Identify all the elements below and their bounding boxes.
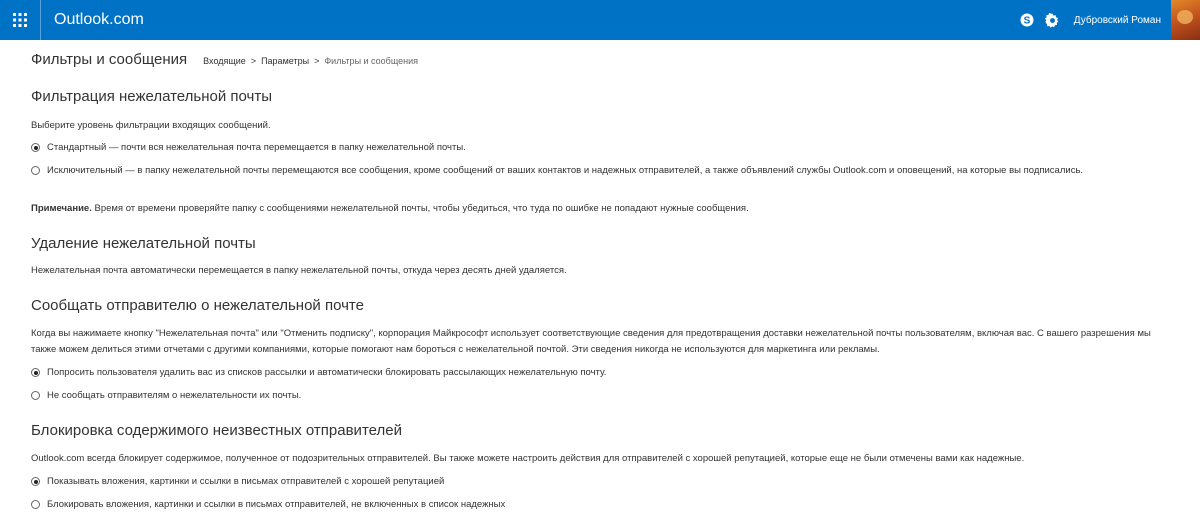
settings-button[interactable]: [1042, 9, 1064, 31]
junk-filter-note: [31, 201, 749, 217]
note-text: Время от времени проверяйте папку с сообщениями нежелательной почты, чтобы убедиться, что туда по ошибке не попадают нужные сообщения.: [91, 203, 749, 214]
report-dont-label: Не сообщать отправителям о нежелательности их почты.: [47, 390, 302, 401]
note-label: Примечание.: [31, 203, 92, 214]
filter-standard-label: Стандартный — почти вся нежелательная почта перемещается в папку нежелательной почты.: [47, 142, 466, 153]
svg-text:S: S: [1023, 15, 1031, 27]
block-show-label: Показывать вложения, картинки и ссылки в письмах отправителей с хорошей репутацией: [47, 476, 445, 487]
header-divider: [40, 0, 41, 40]
filter-standard-option[interactable]: [31, 140, 466, 156]
brand-title[interactable]: Outlook.com: [54, 11, 144, 28]
header-right: [1016, 0, 1200, 40]
filter-exclusive-radio[interactable]: [31, 166, 40, 175]
block-show-radio[interactable]: [31, 477, 40, 486]
breadcrumb-options-link[interactable]: Параметры: [261, 56, 310, 66]
app-launcher-button[interactable]: [0, 0, 40, 40]
user-name[interactable]: Дубровский Роман: [1073, 14, 1161, 26]
report-ask-option[interactable]: [31, 365, 606, 381]
skype-icon: [1020, 13, 1034, 27]
block-block-option[interactable]: [31, 497, 505, 513]
breadcrumb-separator: >: [314, 56, 320, 66]
report-ask-label: Попросить пользователя удалить вас из списков рассылки и автоматически блокировать рассылающих нежелательную почту.: [47, 367, 607, 378]
breadcrumb-current: Фильтры и сообщения: [324, 56, 419, 66]
report-sender-heading: Сообщать отправителю о нежелательной почте: [31, 297, 364, 314]
gear-icon: [1045, 13, 1060, 28]
skype-button[interactable]: [1016, 9, 1038, 31]
report-ask-radio[interactable]: [31, 368, 40, 377]
block-show-option[interactable]: [31, 474, 444, 490]
filter-exclusive-option[interactable]: [31, 163, 1182, 179]
block-content-text: Outlook.com всегда блокирует содержимое, полученное от подозрительных отправителей. Вы также можете настроить действия для отправителей с хорошей репутацией, которые еще не были отмечены вами как надежные.: [31, 453, 1025, 464]
breadcrumb-separator: >: [250, 56, 257, 66]
junk-filter-intro: Выберите уровень фильтрации входящих сообщений.: [31, 120, 271, 131]
report-sender-text: Когда вы нажимаете кнопку "Нежелательная почта" или "Отменить подписку", корпорация Майкрософт использует соответствующие сведения для предотвращения доставки нежелательной почты пользователям, включая вас. С вашего разрешения мы также можем делиться этими отчетами с другими компаниями, которые помогают нам бороться с нежелательной почтой. Эти сведения никогда не используются для маркетинга или рекламы.: [31, 328, 1151, 355]
report-dont-radio[interactable]: [31, 391, 40, 400]
avatar[interactable]: [1171, 0, 1200, 40]
top-bar: [0, 0, 1200, 40]
breadcrumb: [203, 56, 418, 66]
report-dont-option[interactable]: [31, 388, 301, 404]
block-block-label: Блокировать вложения, картинки и ссылки в письмах отправителей, не включенных в список надежных: [47, 499, 506, 510]
filter-standard-radio[interactable]: [31, 143, 40, 152]
breadcrumb-inbox-link[interactable]: Входящие: [203, 56, 246, 66]
block-content-heading: Блокировка содержимого неизвестных отправителей: [31, 422, 402, 439]
apps-icon: [13, 13, 27, 27]
page-title: Фильтры и сообщения: [31, 51, 188, 68]
page-header: [31, 51, 418, 68]
block-block-radio[interactable]: [31, 500, 40, 509]
junk-delete-heading: Удаление нежелательной почты: [31, 235, 256, 252]
junk-filter-heading: Фильтрация нежелательной почты: [31, 88, 272, 105]
junk-delete-text: Нежелательная почта автоматически перемещается в папку нежелательной почты, откуда через десять дней удаляется.: [31, 265, 567, 276]
filter-exclusive-label: Исключительный — в папку нежелательной почты перемещаются все сообщения, кроме сообщений от ваших контактов и надежных отправителей, а также объявлений службы Outlook.com и оповещений, на которые вы подписались.: [47, 165, 1084, 176]
